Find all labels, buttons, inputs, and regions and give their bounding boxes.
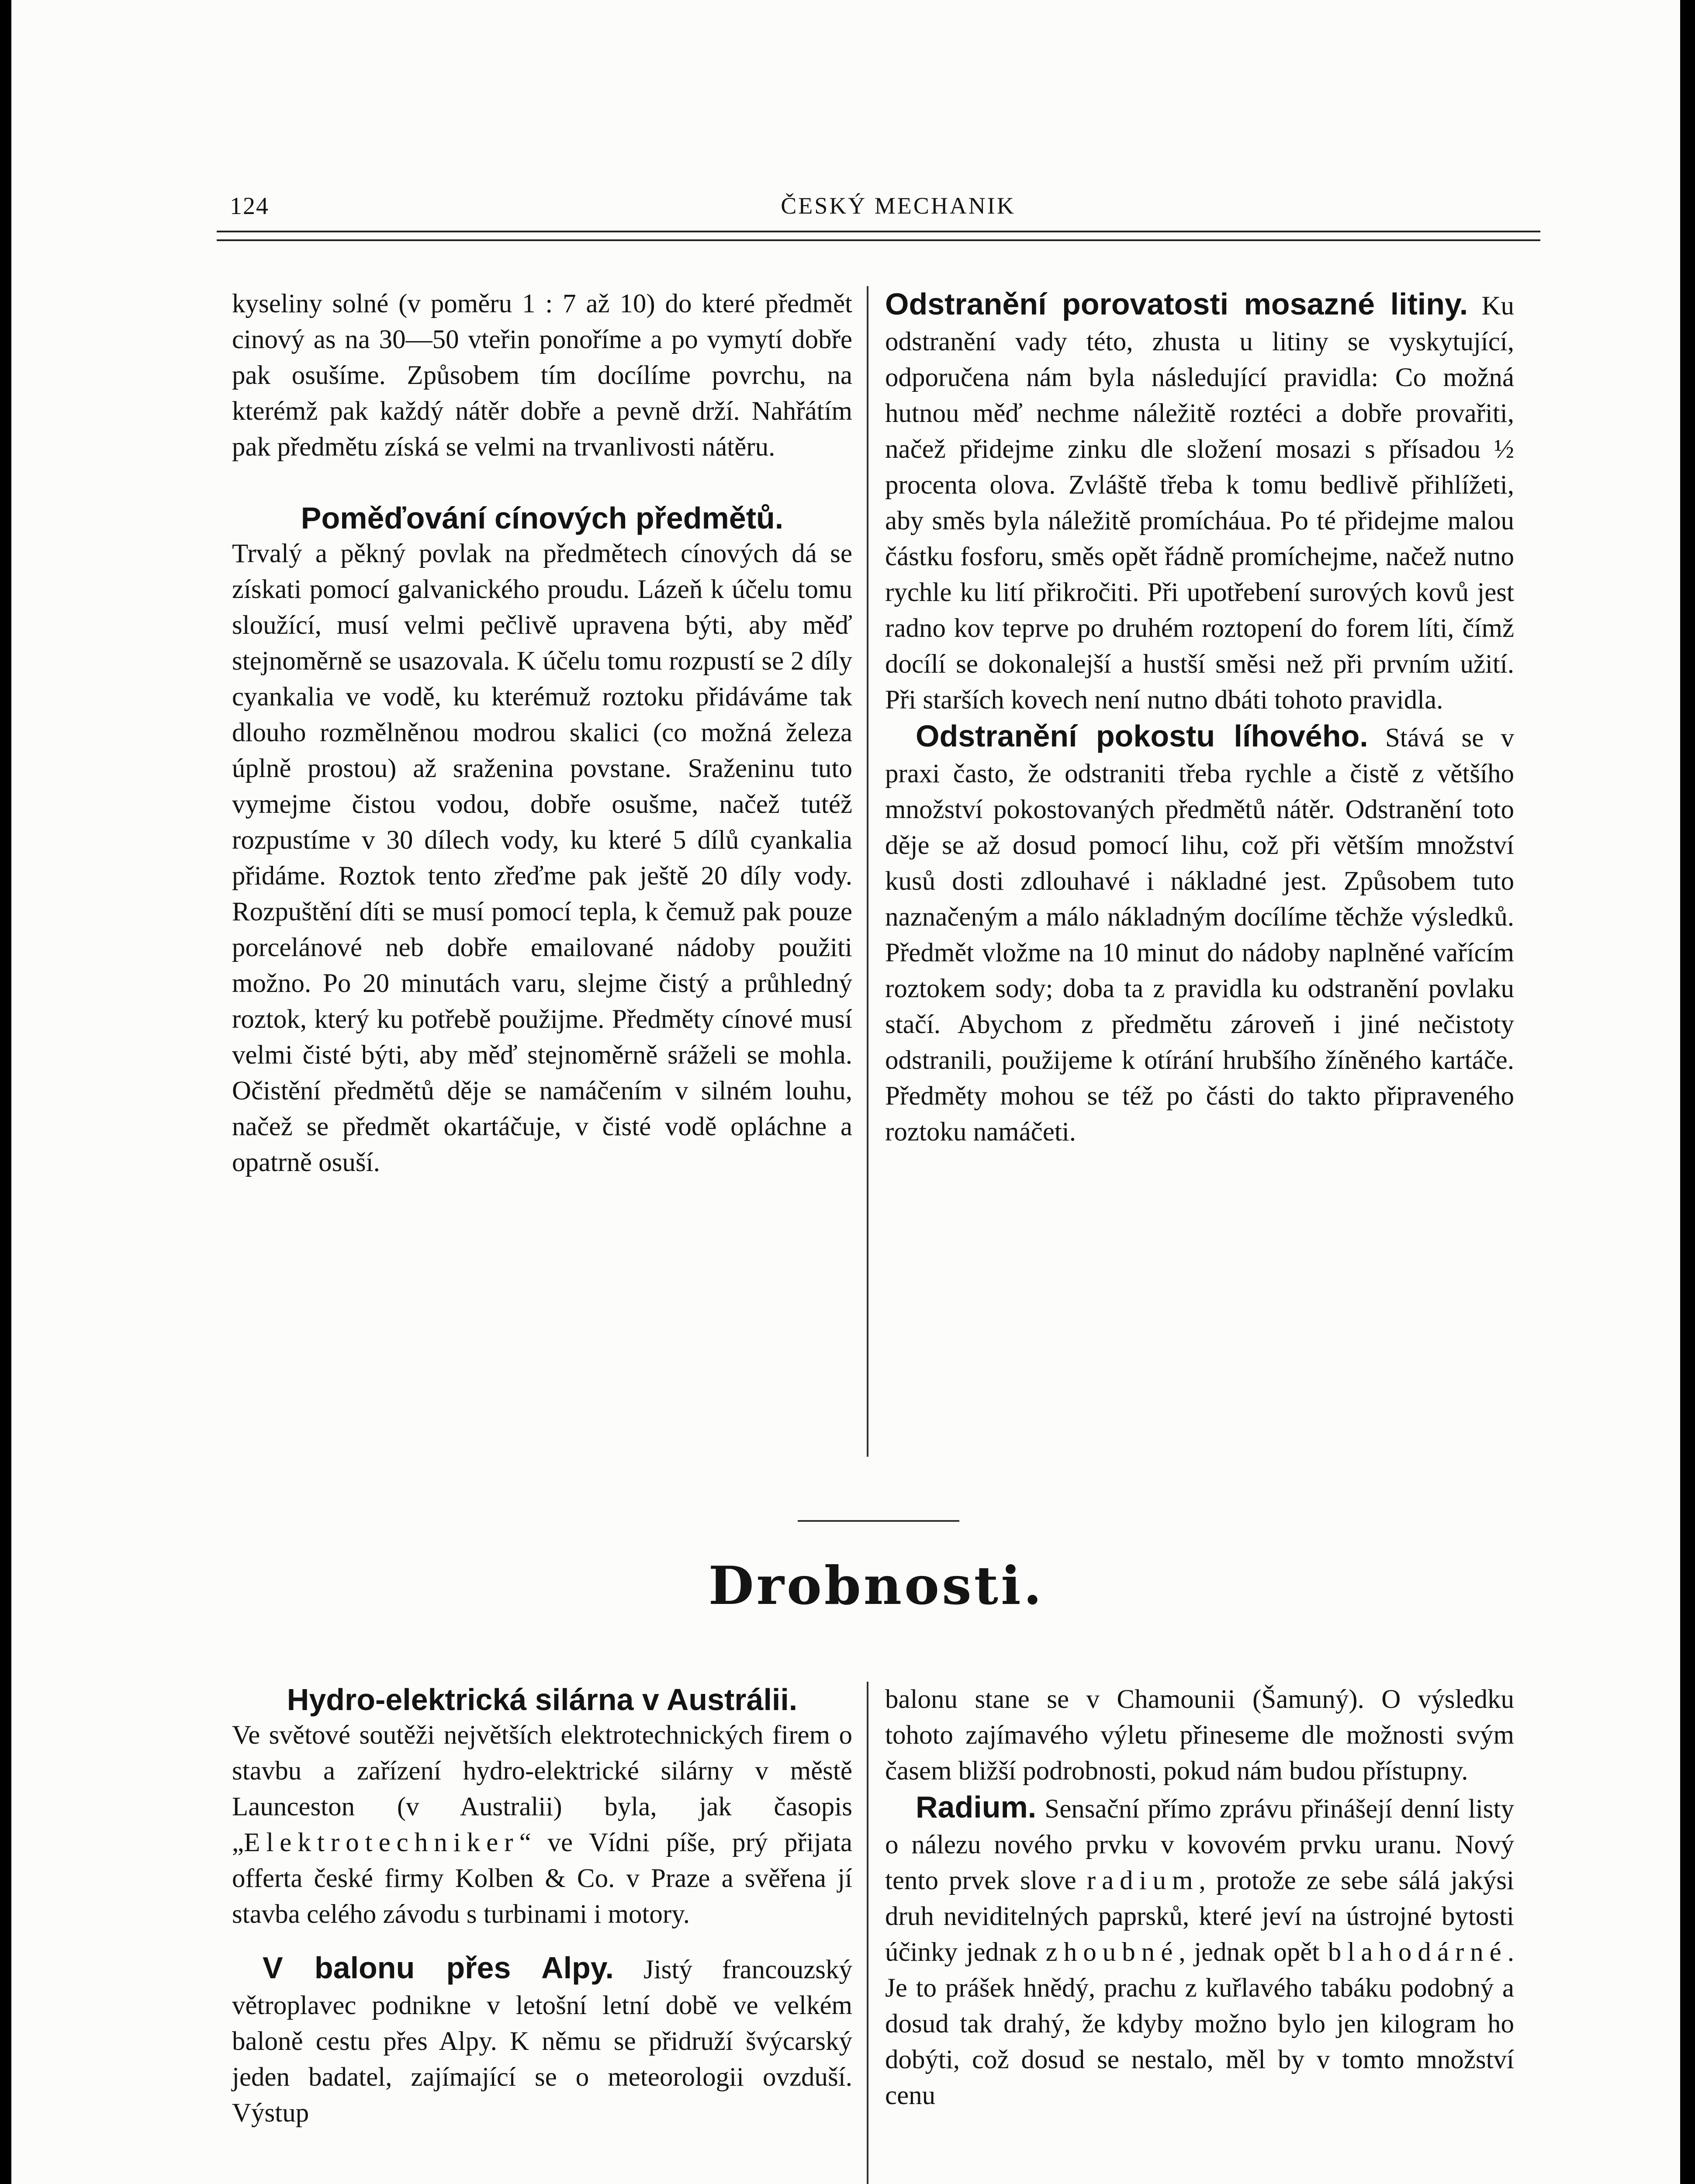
- column-rule-top: [867, 286, 868, 1457]
- top-right-column: [885, 286, 1514, 1150]
- paragraph-radium-part3: , jednak opět: [1179, 1938, 1328, 1967]
- paragraph-hydro-plant-part2: “ ve Vídni píše, prý přijata offerta české firmy Kolben & Co. v Praze a svěřena jí stavba celého závodu s turbinami i motory.: [232, 1828, 852, 1929]
- heading-radium: Radium.: [916, 1790, 1037, 1824]
- word-blahodarne-spaced: blahodárné: [1328, 1938, 1508, 1967]
- word-zhoubne-spaced: zhoubné: [1045, 1938, 1179, 1967]
- bottom-right-column: [885, 1682, 1514, 2114]
- heading-balloon-alps: V balonu přes Alpy.: [263, 1951, 614, 1985]
- paragraph-brass-porosity: Ku odstranění vady této, zhusta u litiny se vyskytující, odporučena nám byla následující pravidla: Co možná hutnou měď nechme náležitě roztéci a dobře provařiti, načež přidejme zinku dle složení mosazi s přísadou ½ procenta olova. Zvláště třeba k tomu bedlivě přihlížeti, aby směs byla náležitě promícháua. Po té přidejme malou částku fosforu, směs opět řádně promíchejme, načež nutno rychle ku lití přikročiti. Při upotřebení surových kovů jest radno kov teprve po druhém roztopení do forem líti, čímž docílí se dokonalejší a hustší směsi než při prvním užití. Při starších kovech není nutno dbáti tohoto pravidla.: [885, 291, 1514, 715]
- paragraph-radium-part4: . Je to prášek hnědý, prachu z kuřlavého tabáku podobný a dosud tak drahý, že kdyby možno bylo jen kilogram ho dobýti, což dosud se nestalo, měl by v tomto množství cenu: [885, 1938, 1515, 2110]
- heading-copper-plating-tin: Poměďování cínových předmětů.: [301, 501, 784, 535]
- word-radium-spaced: radium: [1086, 1866, 1199, 1895]
- heading-spirit-varnish: Odstranění pokostu líhového.: [916, 719, 1368, 753]
- paragraph-hydro-plant-part1: Ve světové soutěži největších elektrotechnických firem o stavbu a zařízení hydro-elektrické silárny v městě Launceston (v Australii) byla, jak časopis „: [232, 1721, 852, 1857]
- paragraph-balloon-alps: Jistý francouzský větroplavec podnikne v letošní letní době ve velkém baloně cestu přes Alpy. K němu se přidruží švýcarský jeden badatel, zajímající se o meteorologii ovzduší. Výstup: [232, 1955, 853, 2128]
- paragraph-spirit-varnish: Stává se v praxi často, že odstraniti třeba rychle a čistě z většího množství pokostovaných předmětů nátěr. Odstranění toto děje se až dosud pomocí lihu, což při větším množství kusů dosti zdlouhavé i nákladné jest. Způsobem tuto naznačeným a málo nákladným docílíme těchže výsledků. Předmět vložme na 10 minut do nádoby naplněné vařícím roztokem sody; doba ta z pravidla ku odstranění povlaku stačí. Abychom z předmětu zároveň i jiné nečistoty odstranili, použijeme k otírání hrubšího žíněného kartáče. Předměty mohou se též po části do takto připraveného roztoku namáčeti.: [885, 723, 1514, 1147]
- section-divider: [798, 1520, 959, 1522]
- running-head: [11, 192, 1680, 227]
- heading-brass-porosity: Odstranění porovatosti mosazné litiny.: [885, 287, 1468, 321]
- journal-name-elektrotechniker: Elektrotechniker: [244, 1828, 519, 1857]
- paragraph-radium-part2: , protože ze sebe sálá jakýsi druh neviditelných paprsků, které jeví na ústrojné bytosti účinky jednak: [885, 1866, 1514, 1967]
- page-number: 124: [230, 193, 269, 220]
- header-double-rule: [217, 231, 1540, 241]
- page: [11, 0, 1680, 2184]
- section-title-drobnosti: Drobnosti.: [708, 1555, 1045, 1617]
- journal-title: ČESKÝ MECHANIK: [781, 193, 1016, 219]
- paragraph-radium-part1: Sensační přímo zprávu přinášejí denní listy o nálezu nového prvku v kovovém prvku uranu. Nový tento prvek slove: [885, 1794, 1514, 1895]
- heading-hydro-plant-australia: Hydro-elektrická silárna v Austrálii.: [287, 1683, 798, 1717]
- column-rule-bottom: [867, 1682, 868, 2184]
- bottom-left-column: [232, 1682, 852, 2131]
- paragraph-tin-coating-end: kyseliny solné (v poměru 1 : 7 až 10) do které předmět cinový as na 30—50 vteřin ponoříme a po vymytí dobře pak osušíme. Způsobem tím docílíme povrchu, na kterémž pak každý nátěr dobře a pevně drží. Nahřátím pak předmětu získá se velmi na trvanlivosti nátěru.: [232, 289, 852, 462]
- paragraph-balloon-continued: balonu stane se v Chamounii (Šamuný). O výsledku tohoto zajímavého výletu přineseme dle možnosti svým časem bližší podrobnosti, pokud nám budou přístupny.: [885, 1685, 1514, 1786]
- top-left-column: [232, 286, 852, 1181]
- paragraph-copper-plating: Trvalý a pěkný povlak na předmětech cínových dá se získati pomocí galvanického proudu. Lázeň k účelu tomu sloužící, musí velmi pečlivě upravena býti, aby měď stejnoměrně se usazovala. K účelu tomu rozpustí se 2 díly cyankalia ve vodě, ku kterémuž roztoku přidáváme tak dlouho rozmělněnou modrou skalici (co možná železa úplně prostou) až sraženina povstane. Sraženinu tuto vymejme čistou vodou, dobře osušme, načež tutéž rozpustíme v 30 dílech vody, ku které 5 dílů cyankalia přidáme. Roztok tento zřeďme pak ještě 20 díly vody. Rozpuštění díti se musí pomocí tepla, k čemuž pak pouze porcelánové neb dobře emailované nádoby použiti možno. Po 20 minutách varu, slejme čistý a průhledný roztok, který ku potřebě použijme. Předměty cínové musí velmi čisté býti, aby měď stejnoměrně sráželi se mohla. Očistění předmětů děje se namáčením v silném louhu, načež se předmět okartáčuje, v čisté vodě opláchne a opatrně osuší.: [232, 539, 852, 1177]
